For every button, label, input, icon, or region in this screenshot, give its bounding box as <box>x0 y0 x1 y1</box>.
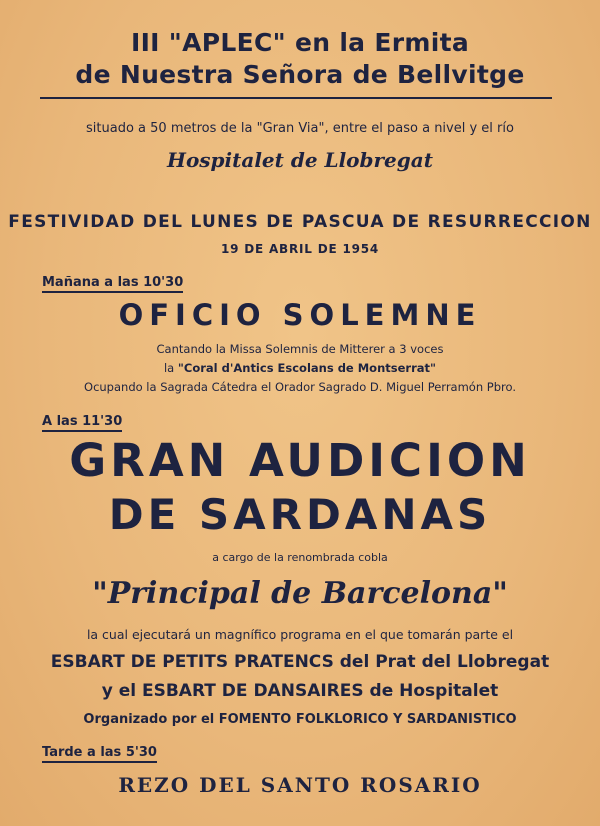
coral-name: "Coral d'Antics Escolans de Montserrat" <box>177 361 437 375</box>
festivity-date: 19 DE ABRIL DE 1954 <box>220 242 380 256</box>
program-text: la cual ejecutará un magnífico programa en el que tomarán parte el <box>86 627 514 642</box>
oficio-title: OFICIO SOLEMNE <box>118 298 482 332</box>
sardanas-time: A las 11'30 <box>42 414 122 432</box>
coral-prefix: la <box>163 361 178 375</box>
coral-line <box>0 361 600 375</box>
missa-text: Cantando la Missa Solemnis de Mitterer a 3 voces <box>156 342 444 356</box>
cobla-name: "Principal de Barcelona" <box>92 576 508 611</box>
title-line-2: de Nuestra Señora de Bellvitge <box>75 60 525 89</box>
esbart-2: y el ESBART DE DANSAIRES de Hospitalet <box>101 681 499 701</box>
cobla-intro: a cargo de la renombrada cobla <box>212 551 388 564</box>
location-text: situado a 50 metros de la "Gran Via", entre el paso a nivel y el río <box>86 121 514 136</box>
town-name: Hospitalet de Llobregat <box>167 148 433 172</box>
organizer-text: Organizado por el FOMENTO FOLKLORICO Y SARDANISTICO <box>83 712 517 727</box>
esbart-1: ESBART DE PETITS PRATENCS del Prat del Llobregat <box>50 652 550 672</box>
festivity-title: FESTIVIDAD DEL LUNES DE PASCUA DE RESURRECCION <box>8 212 592 232</box>
title-rule <box>40 97 552 99</box>
title-line-1: III "APLEC" en la Ermita <box>130 28 470 57</box>
orador-text: Ocupando la Sagrada Cátedra el Orador Sagrado D. Miguel Perramón Pbro. <box>84 380 516 394</box>
afternoon-time: Tarde a las 5'30 <box>42 745 157 763</box>
rosario-title: REZO DEL SANTO ROSARIO <box>118 773 482 797</box>
sardanas-title-2: DE SARDANAS <box>108 490 492 539</box>
sardanas-title-1: GRAN AUDICION <box>69 434 531 487</box>
morning-time: Mañana a las 10'30 <box>42 275 183 293</box>
